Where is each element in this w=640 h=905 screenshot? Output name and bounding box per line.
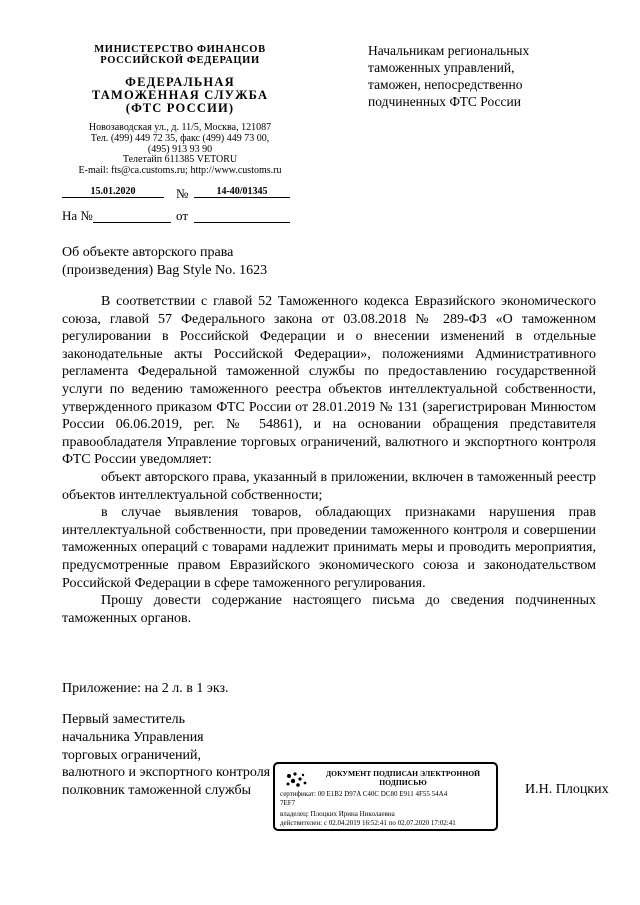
reply-number-line: [93, 222, 171, 223]
signer-line-3: торговых ограничений,: [62, 747, 202, 763]
signer-line-2: начальника Управления: [62, 729, 204, 745]
stamp-certificate: сертификат: 00 E1B2 D97A C40C DC80 E911 4F55 54A4: [280, 790, 448, 798]
signer-name: И.Н. Плоцких: [525, 782, 609, 797]
subject-line-1: Об объекте авторского права: [62, 245, 234, 260]
signer-line-5: полковник таможенной службы: [62, 783, 252, 799]
service-line-1: ФЕДЕРАЛЬНАЯ: [125, 75, 235, 89]
addressee-line-4: подчиненных ФТС России: [368, 94, 521, 109]
signer-position: [62, 711, 270, 800]
service-line-3: (ФТС РОССИИ): [125, 101, 235, 115]
registration-number: 14-40/01345: [194, 186, 290, 198]
signer-line-1: Первый заместитель: [62, 712, 186, 727]
addressee-line-3: таможен, непосредственно: [368, 77, 523, 92]
signer-line-4: валютного и экспортного контроля: [62, 765, 271, 781]
address-line-1: Новозаводская ул., д. 11/5, Москва, 121087: [88, 122, 272, 133]
address-line-3: (495) 913 93 90: [147, 143, 213, 155]
signature-seal-icon: [283, 770, 311, 790]
subject-line-2: (произведения) Bag Style No. 1623: [62, 263, 268, 278]
ministry-name: [60, 44, 300, 66]
letter-subject: [62, 244, 267, 280]
attachment-note: Приложение: на 2 л. в 1 экз.: [62, 681, 229, 696]
body-paragraph-2: объект авторского права, указанный в приложении, включен в таможенный реестр объектов интеллектуальной собственности;: [62, 469, 596, 503]
addressee-line-2: таможенных управлений,: [368, 60, 515, 75]
reply-from-label: от: [176, 208, 189, 223]
electronic-signature-stamp: [273, 762, 498, 831]
address-line-5: E-mail: fts@ca.customs.ru; http://www.customs.ru: [78, 165, 282, 177]
service-address: [60, 123, 300, 177]
stamp-certificate-cont: 7EF7: [280, 799, 296, 807]
addressee-line-1: Начальникам региональных: [368, 43, 530, 58]
body-paragraph-3: в случае выявления товаров, обладающих признаками нарушения прав интеллектуальной собственности, при проведении таможенного контроля и совершении таможенных операций с товарами надлежит принимать меры и проводить мероприятия, предусмотренные правом Евразийского экономического союза и законодательством Российской Федерации в сфере таможенного регулирования.: [62, 505, 596, 591]
registration-number-sign: №: [176, 186, 189, 201]
address-line-4: Телетайп 611385 VETORU: [122, 154, 238, 166]
ministry-line-1: МИНИСТЕРСТВО ФИНАНСОВ: [94, 44, 266, 55]
registration-date: 15.01.2020: [62, 186, 164, 198]
stamp-owner: владелец: Плоцких Ирина Николаевна: [280, 810, 395, 818]
reply-date-line: [194, 222, 290, 223]
address-line-2: Тел. (499) 449 72 35, факс (499) 449 73 00,: [90, 132, 270, 144]
stamp-validity: действителен: с 02.04.2019 16:52:41 по 02.07.2020 17:02:41: [280, 819, 456, 827]
body-paragraph-1: В соответствии с главой 52 Таможенного кодекса Евразийского экономического союза, главой 57 Федерального закона от 03.08.2018 № 289-ФЗ «О таможенном регулировании в Российской Федерации и о внесении изменений в отдельные законодательные акты Российской Федерации», положениями Административного регламента Федеральной таможенной службы по предоставлению государственной услуги по ведению таможенного реестра объектов интеллектуальной собственности, утвержденного приказом ФТС России от 28.01.2019 № 131 (зарегистрирован Минюстом России 06.06.2019, рег. № 54861), и на основании обращения представителя правообладателя Управление торговых ограничений, валютного и экспортного контроля ФТС России уведомляет:: [62, 294, 596, 468]
reply-to-label: На №: [62, 208, 93, 223]
ministry-line-2: РОССИЙСКОЙ ФЕДЕРАЦИИ: [100, 55, 260, 66]
body-paragraph-4: Прошу довести содержание настоящего письма до сведения подчиненных таможенных органов.: [62, 593, 596, 626]
service-name: [60, 76, 300, 115]
stamp-title: ДОКУМЕНТ ПОДПИСАН ЭЛЕКТРОННОЙ ПОДПИСЬЮ: [325, 769, 481, 787]
addressee: [368, 42, 598, 110]
letter-body: [62, 293, 596, 627]
service-line-2: ТАМОЖЕННАЯ СЛУЖБА: [91, 88, 269, 102]
